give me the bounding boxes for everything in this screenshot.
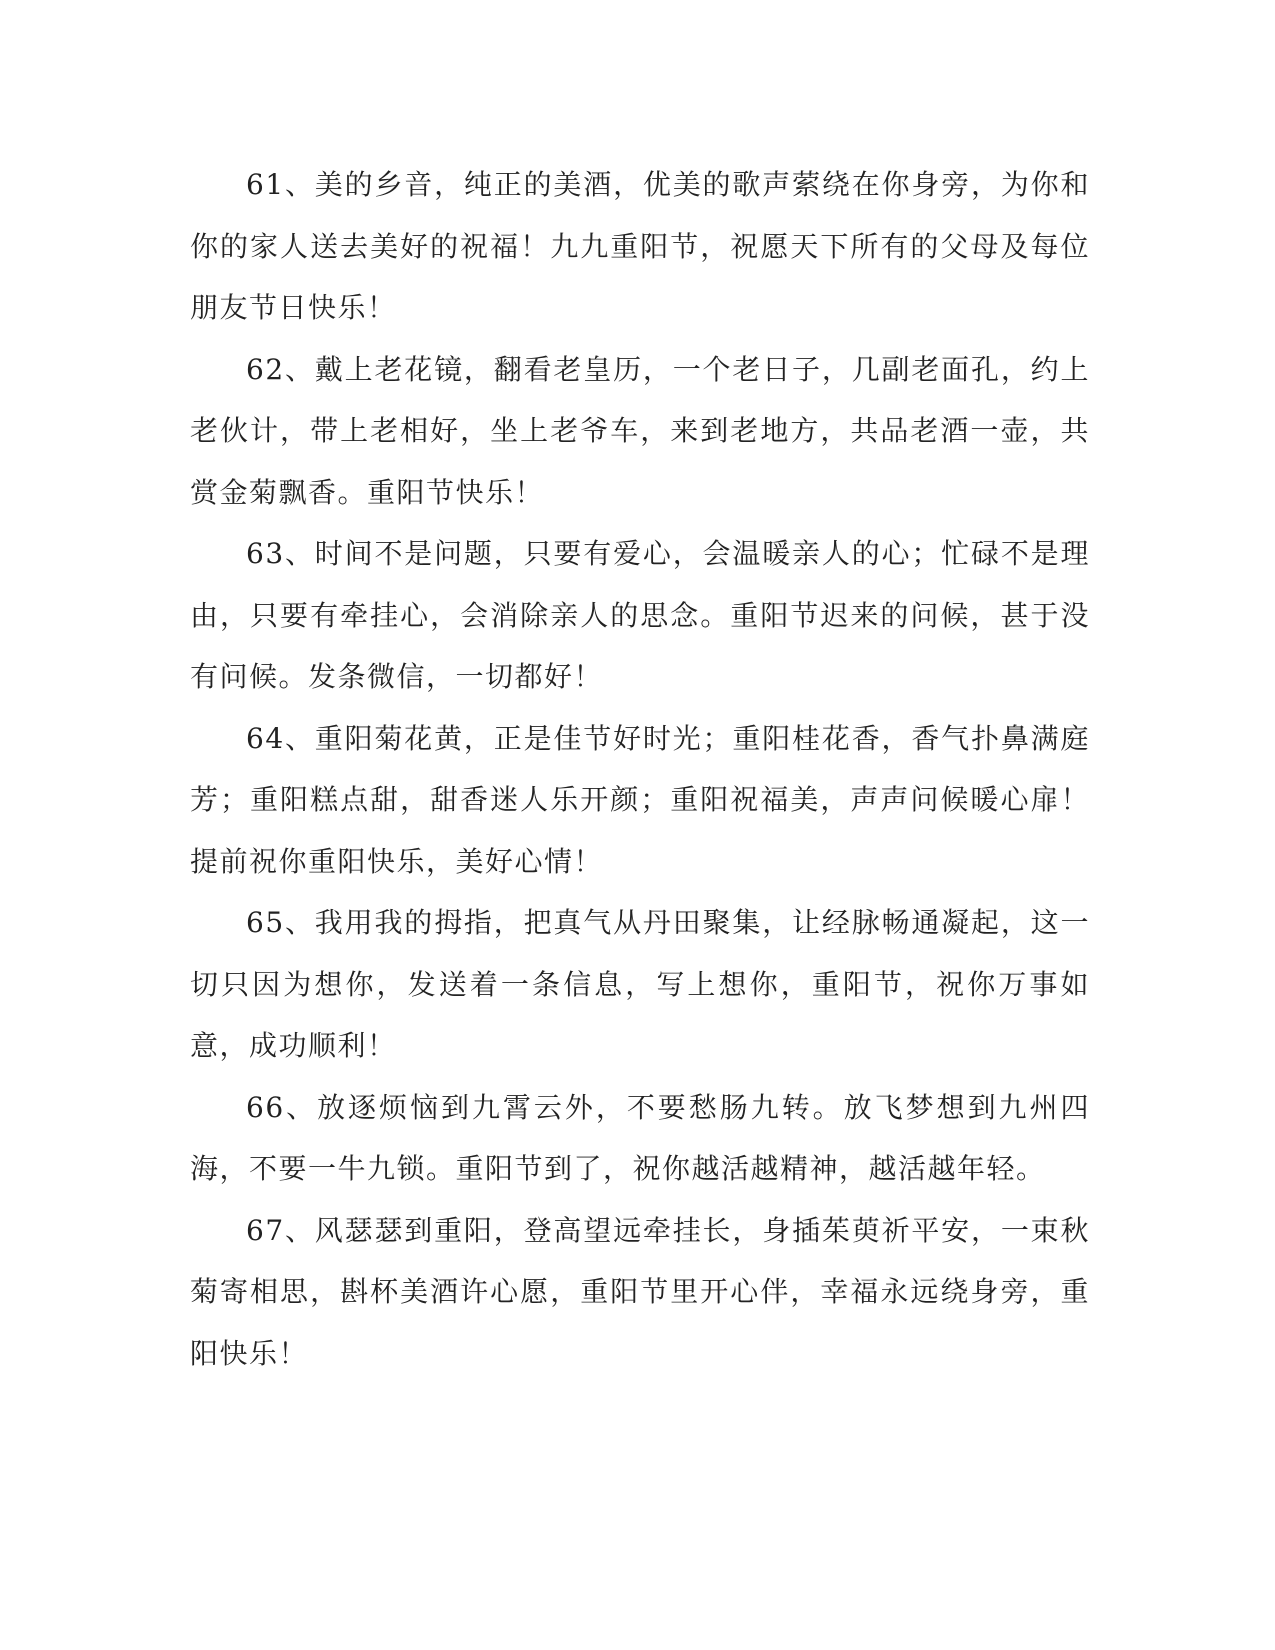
paragraph-63: 63、时间不是问题，只要有爱心，会温暖亲人的心；忙碌不是理由，只要有牵挂心，会消除亲人的思念。重阳节迟来的问候，甚于没有问候。发条微信，一切都好！ (190, 537, 1090, 693)
paragraph-64: 64、重阳菊花黄，正是佳节好时光；重阳桂花香，香气扑鼻满庭芳；重阳糕点甜，甜香迷人乐开颜；重阳祝福美，声声问候暖心扉！提前祝你重阳快乐，美好心情！ (190, 721, 1090, 878)
paragraph-62: 62、戴上老花镜，翻看老皇历，一个老日子，几副老面孔，约上老伙计，带上老相好，坐上老爷车，来到老地方，共品老酒一壶，共赏金菊飘香。重阳节快乐！ (190, 352, 1090, 509)
paragraph-61: 61、美的乡音，纯正的美酒，优美的歌声萦绕在你身旁，为你和你的家人送去美好的祝福！九九重阳节，祝愿天下所有的父母及每位朋友节日快乐！ (190, 168, 1090, 324)
document-body (190, 154, 1090, 1384)
paragraph-67: 67、风瑟瑟到重阳，登高望远牵挂长，身插茱萸祈平安，一束秋菊寄相思，斟杯美酒许心愿，重阳节里开心伴，幸福永远绕身旁，重阳快乐！ (190, 1213, 1090, 1370)
paragraph-65: 65、我用我的拇指，把真气从丹田聚集，让经脉畅通凝起，这一切只因为想你，发送着一条信息，写上想你，重阳节，祝你万事如意，成功顺利！ (190, 906, 1090, 1062)
paragraph-66: 66、放逐烦恼到九霄云外，不要愁肠九转。放飞梦想到九州四海，不要一牛九锁。重阳节到了，祝你越活越精神，越活越年轻。 (190, 1090, 1090, 1185)
